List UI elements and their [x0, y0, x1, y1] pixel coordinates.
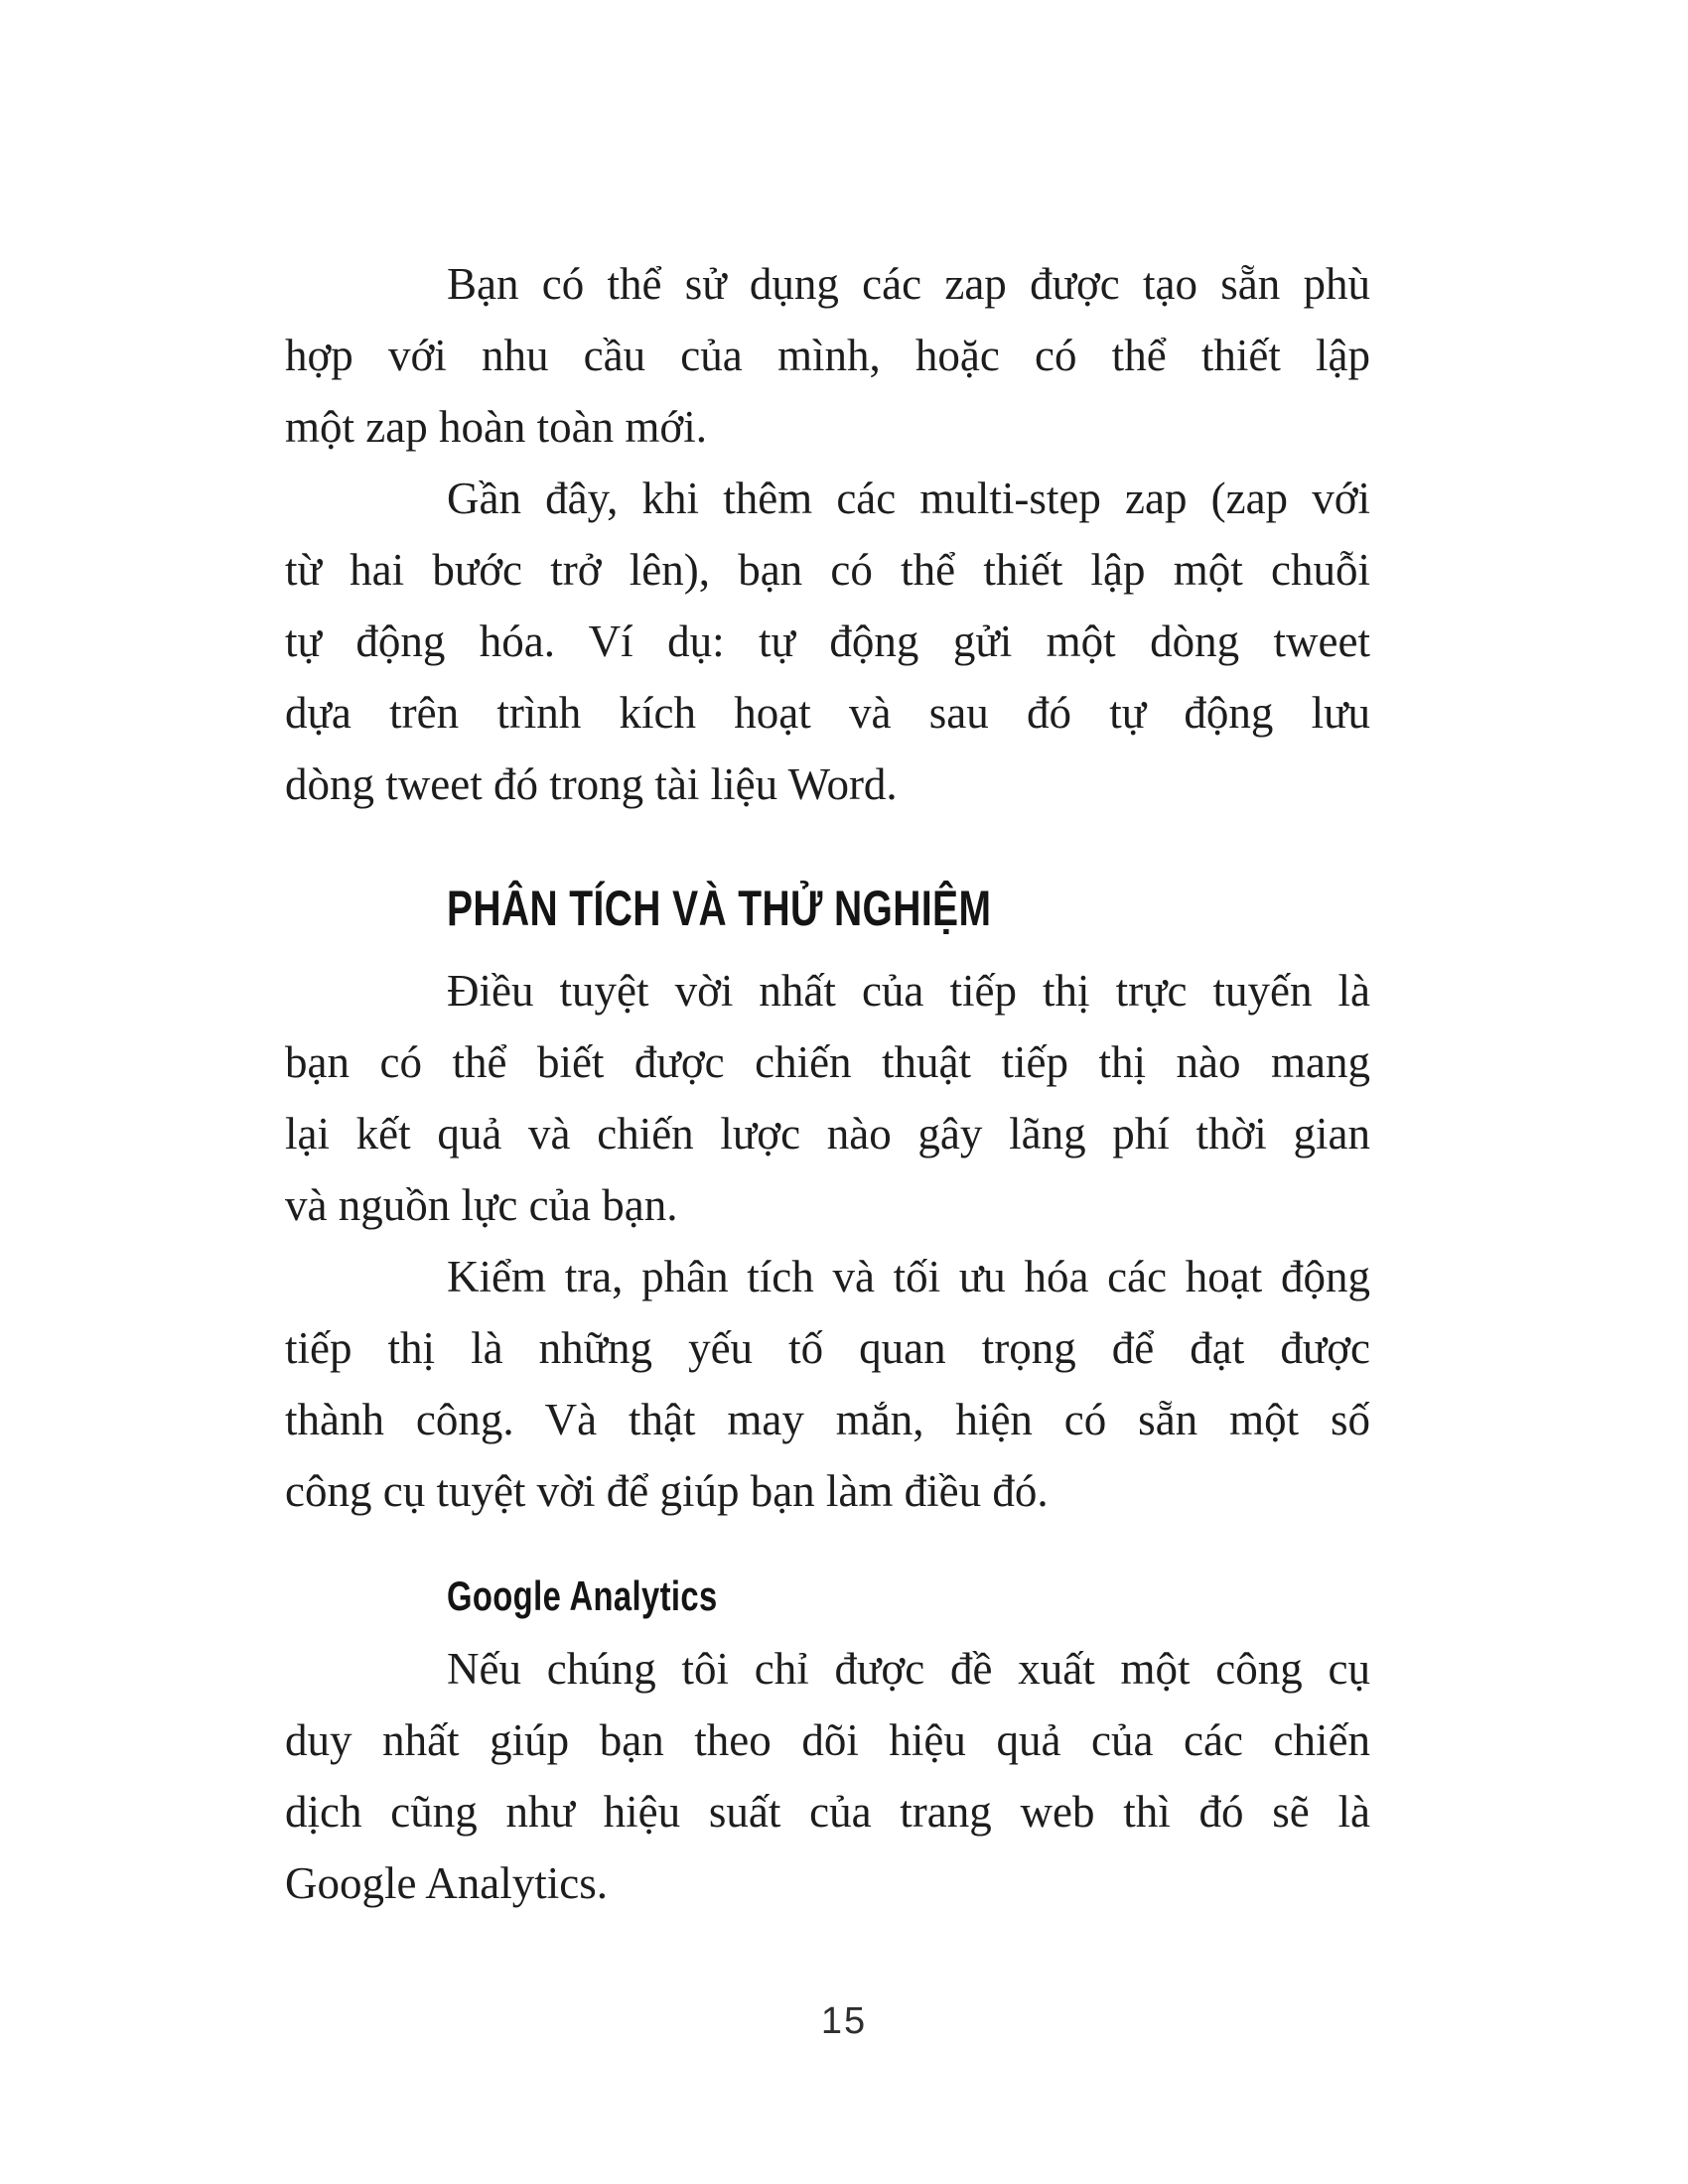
text-line: Điều tuyệt vời nhất của tiếp thị trực tuyến là	[447, 966, 1370, 1016]
text-line: dựa trên trình kích hoạt và sau đó tự động lưu	[285, 688, 1370, 738]
text-line: thành công. Và thật may mắn, hiện có sẵn một số	[285, 1395, 1370, 1444]
text-line: lại kết quả và chiến lược nào gây lãng phí thời gian	[285, 1109, 1370, 1159]
text-line: duy nhất giúp bạn theo dõi hiệu quả của các chiến	[285, 1715, 1370, 1765]
text-line: công cụ tuyệt vời để giúp bạn làm điều đó.	[285, 1466, 1049, 1516]
body-paragraph	[285, 1633, 1370, 1919]
page-content	[285, 248, 1370, 1919]
heading-text: PHÂN TÍCH VÀ THỬ NGHIỆM	[447, 881, 992, 936]
text-line: Kiểm tra, phân tích và tối ưu hóa các hoạt động	[447, 1252, 1370, 1301]
text-line: tự động hóa. Ví dụ: tự động gửi một dòng tweet	[285, 616, 1370, 666]
text-line: hợp với nhu cầu của mình, hoặc có thể thiết lập	[285, 331, 1370, 380]
body-paragraph	[285, 1241, 1370, 1527]
text-line: Google Analytics.	[285, 1858, 608, 1908]
heading-text: Google Analytics	[447, 1572, 718, 1619]
text-line: Gần đây, khi thêm các multi-step zap (zap với	[447, 474, 1370, 523]
text-line: Nếu chúng tôi chỉ được đề xuất một công cụ	[447, 1644, 1370, 1694]
text-line: dòng tweet đó trong tài liệu Word.	[285, 759, 898, 809]
text-line: từ hai bước trở lên), bạn có thể thiết lập một chuỗi	[285, 545, 1370, 595]
section-heading	[447, 880, 1370, 937]
text-line: một zap hoàn toàn mới.	[285, 402, 707, 452]
text-line: Bạn có thể sử dụng các zap được tạo sẵn phù	[447, 259, 1370, 309]
subsection-heading	[447, 1571, 1370, 1621]
body-paragraph	[285, 955, 1370, 1241]
body-paragraph	[285, 463, 1370, 820]
text-line: tiếp thị là những yếu tố quan trọng để đạt được	[285, 1323, 1370, 1373]
text-line: bạn có thể biết được chiến thuật tiếp thị nào mang	[285, 1037, 1370, 1087]
page-number: 15	[820, 2000, 868, 2042]
text-line: dịch cũng như hiệu suất của trang web thì đó sẽ là	[285, 1787, 1370, 1837]
text-line: và nguồn lực của bạn.	[285, 1180, 678, 1230]
body-paragraph	[285, 248, 1370, 463]
